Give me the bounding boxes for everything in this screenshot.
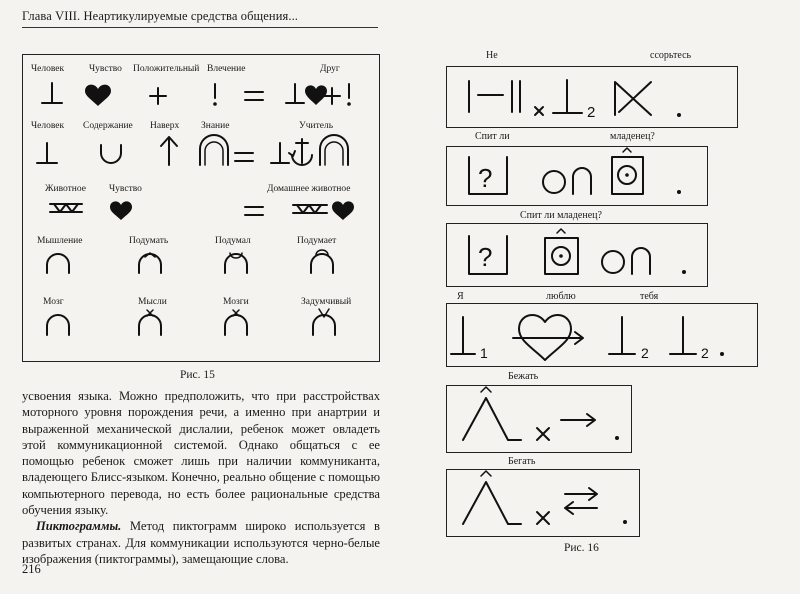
label-drug: Друг [320,64,340,74]
pet-symbol-icon [293,201,354,220]
paragraph-2-text: Метод пиктограмм широко используется в развитых странах. Для коммуникации используются черно-белые изображения (пиктограммы), замещающие слова. [22,519,380,566]
figure-16-caption: Рис. 16 [564,542,599,554]
brain-symbol-icon [47,315,69,335]
equals-symbol-2-icon [235,153,253,161]
paragraph-1: усвоения языка. Можно предположить, что при расстройствах моторного уровня порождения речи, а именно при анартрии и выраженной механической дислалии, ребенок может овладеть этой коммуникационной системой. Однако общаться с ее помощью ребенок сможет лишь при наличии коммуниканта, владеющего Блисс-языком. Конечно, реально общение с помощью компьютерного перевода, но есть более рациональные средства обучения языку. [22,389,380,518]
sentence-6-symbols [447,470,639,536]
label-mozg: Мозг [43,297,64,307]
label-soderzhanie: Содержание [83,121,133,131]
equals-symbol-icon [245,92,263,100]
sentence-4-box [446,303,758,367]
person-symbol-icon [42,83,62,103]
equals-symbol-3-icon [245,207,263,215]
paragraph-2 [22,518,380,567]
label-podumat: Подумать [129,236,169,246]
sentence-3-box [446,223,708,287]
sentence-5-box [446,385,632,453]
body-text [22,388,380,567]
up-arrow-icon [161,137,177,165]
figure-15-box [22,54,380,362]
heart-symbol-icon [85,85,111,106]
label-domashnee-zhivotnoe: Домашнее животное [267,184,351,194]
plus-symbol-icon [150,88,166,104]
label-ne: Не [486,50,498,61]
bliss-symbols [23,55,379,361]
label-begat: Бегать [508,456,536,467]
label-mozgi: Мозги [223,297,249,307]
label-vlechenie: Влечение [207,64,246,74]
sentence-5-symbols [447,386,631,452]
header-rule [22,27,378,28]
thoughts-symbol-icon [139,310,161,335]
label-tebya: тебя [640,291,659,302]
label-ssortes: ссорьтесь [650,50,692,61]
pensive-symbol-icon [313,309,335,335]
label-uchitel: Учитель [299,121,334,131]
sentence-6-box [446,469,640,537]
svg-text:2: 2 [641,345,649,361]
svg-text:1: 1 [480,345,488,361]
friend-symbol-icon [286,84,351,106]
sentence-1-box [446,66,738,128]
label-podumal: Подумал [215,236,251,246]
person-symbol-2-icon [37,143,57,163]
label-chelovek-2: Человек [31,121,65,131]
label-ya: Я [457,291,464,302]
sentence-3-symbols [447,224,707,286]
label-lyublyu: люблю [546,291,576,302]
label-mysli: Мысли [138,297,167,307]
container-symbol-icon [101,145,121,163]
teacher-symbol-icon [271,135,348,165]
label-chelovek: Человек [31,64,65,74]
question-mark: ? [478,163,493,193]
sentence-2-symbols [447,147,707,205]
exclamation-symbol-icon [213,84,217,106]
svg-text:2: 2 [587,104,596,121]
will-think-symbol-icon [311,250,333,273]
label-naverkh: Наверх [150,121,180,131]
label-myshlenie: Мышление [37,236,83,246]
knowledge-symbol-icon [200,135,228,165]
svg-text:2: 2 [701,345,709,361]
thought-symbol-icon [225,253,247,273]
think-symbol-icon [139,253,161,273]
label-chuvstvo-2: Чувство [109,184,142,194]
label-znanie: Знание [201,121,230,131]
brains-symbol-icon [225,310,247,335]
thinking-symbol-icon [47,254,69,273]
label-spit-li: Спит ли [475,131,510,142]
label-polozhitelny: Положительный [133,64,200,74]
sentence-1-symbols [447,67,737,127]
sentence-4-symbols [447,304,757,366]
label-chuvstvo: Чувство [89,64,122,74]
label-spit-li-mladenets: Спит ли младенец? [520,210,602,221]
heart-symbol-2-icon [110,201,132,220]
sentence-2-box [446,146,708,206]
label-mladenets: младенец? [610,131,655,142]
page-number: 216 [22,562,41,576]
question-mark-2: ? [478,242,493,272]
animal-symbol-icon [50,204,82,212]
paragraph-2-title: Пиктограммы. [36,519,122,534]
label-zhivotnoe: Животное [45,184,86,194]
figure-15-caption: Рис. 15 [180,369,215,381]
label-bezhat: Бежать [508,371,539,382]
label-zadumchivy: Задумчивый [301,297,352,307]
running-header: Глава VIII. Неартикулируемые средства общения... [22,9,299,23]
label-podumaet: Подумает [297,236,337,246]
